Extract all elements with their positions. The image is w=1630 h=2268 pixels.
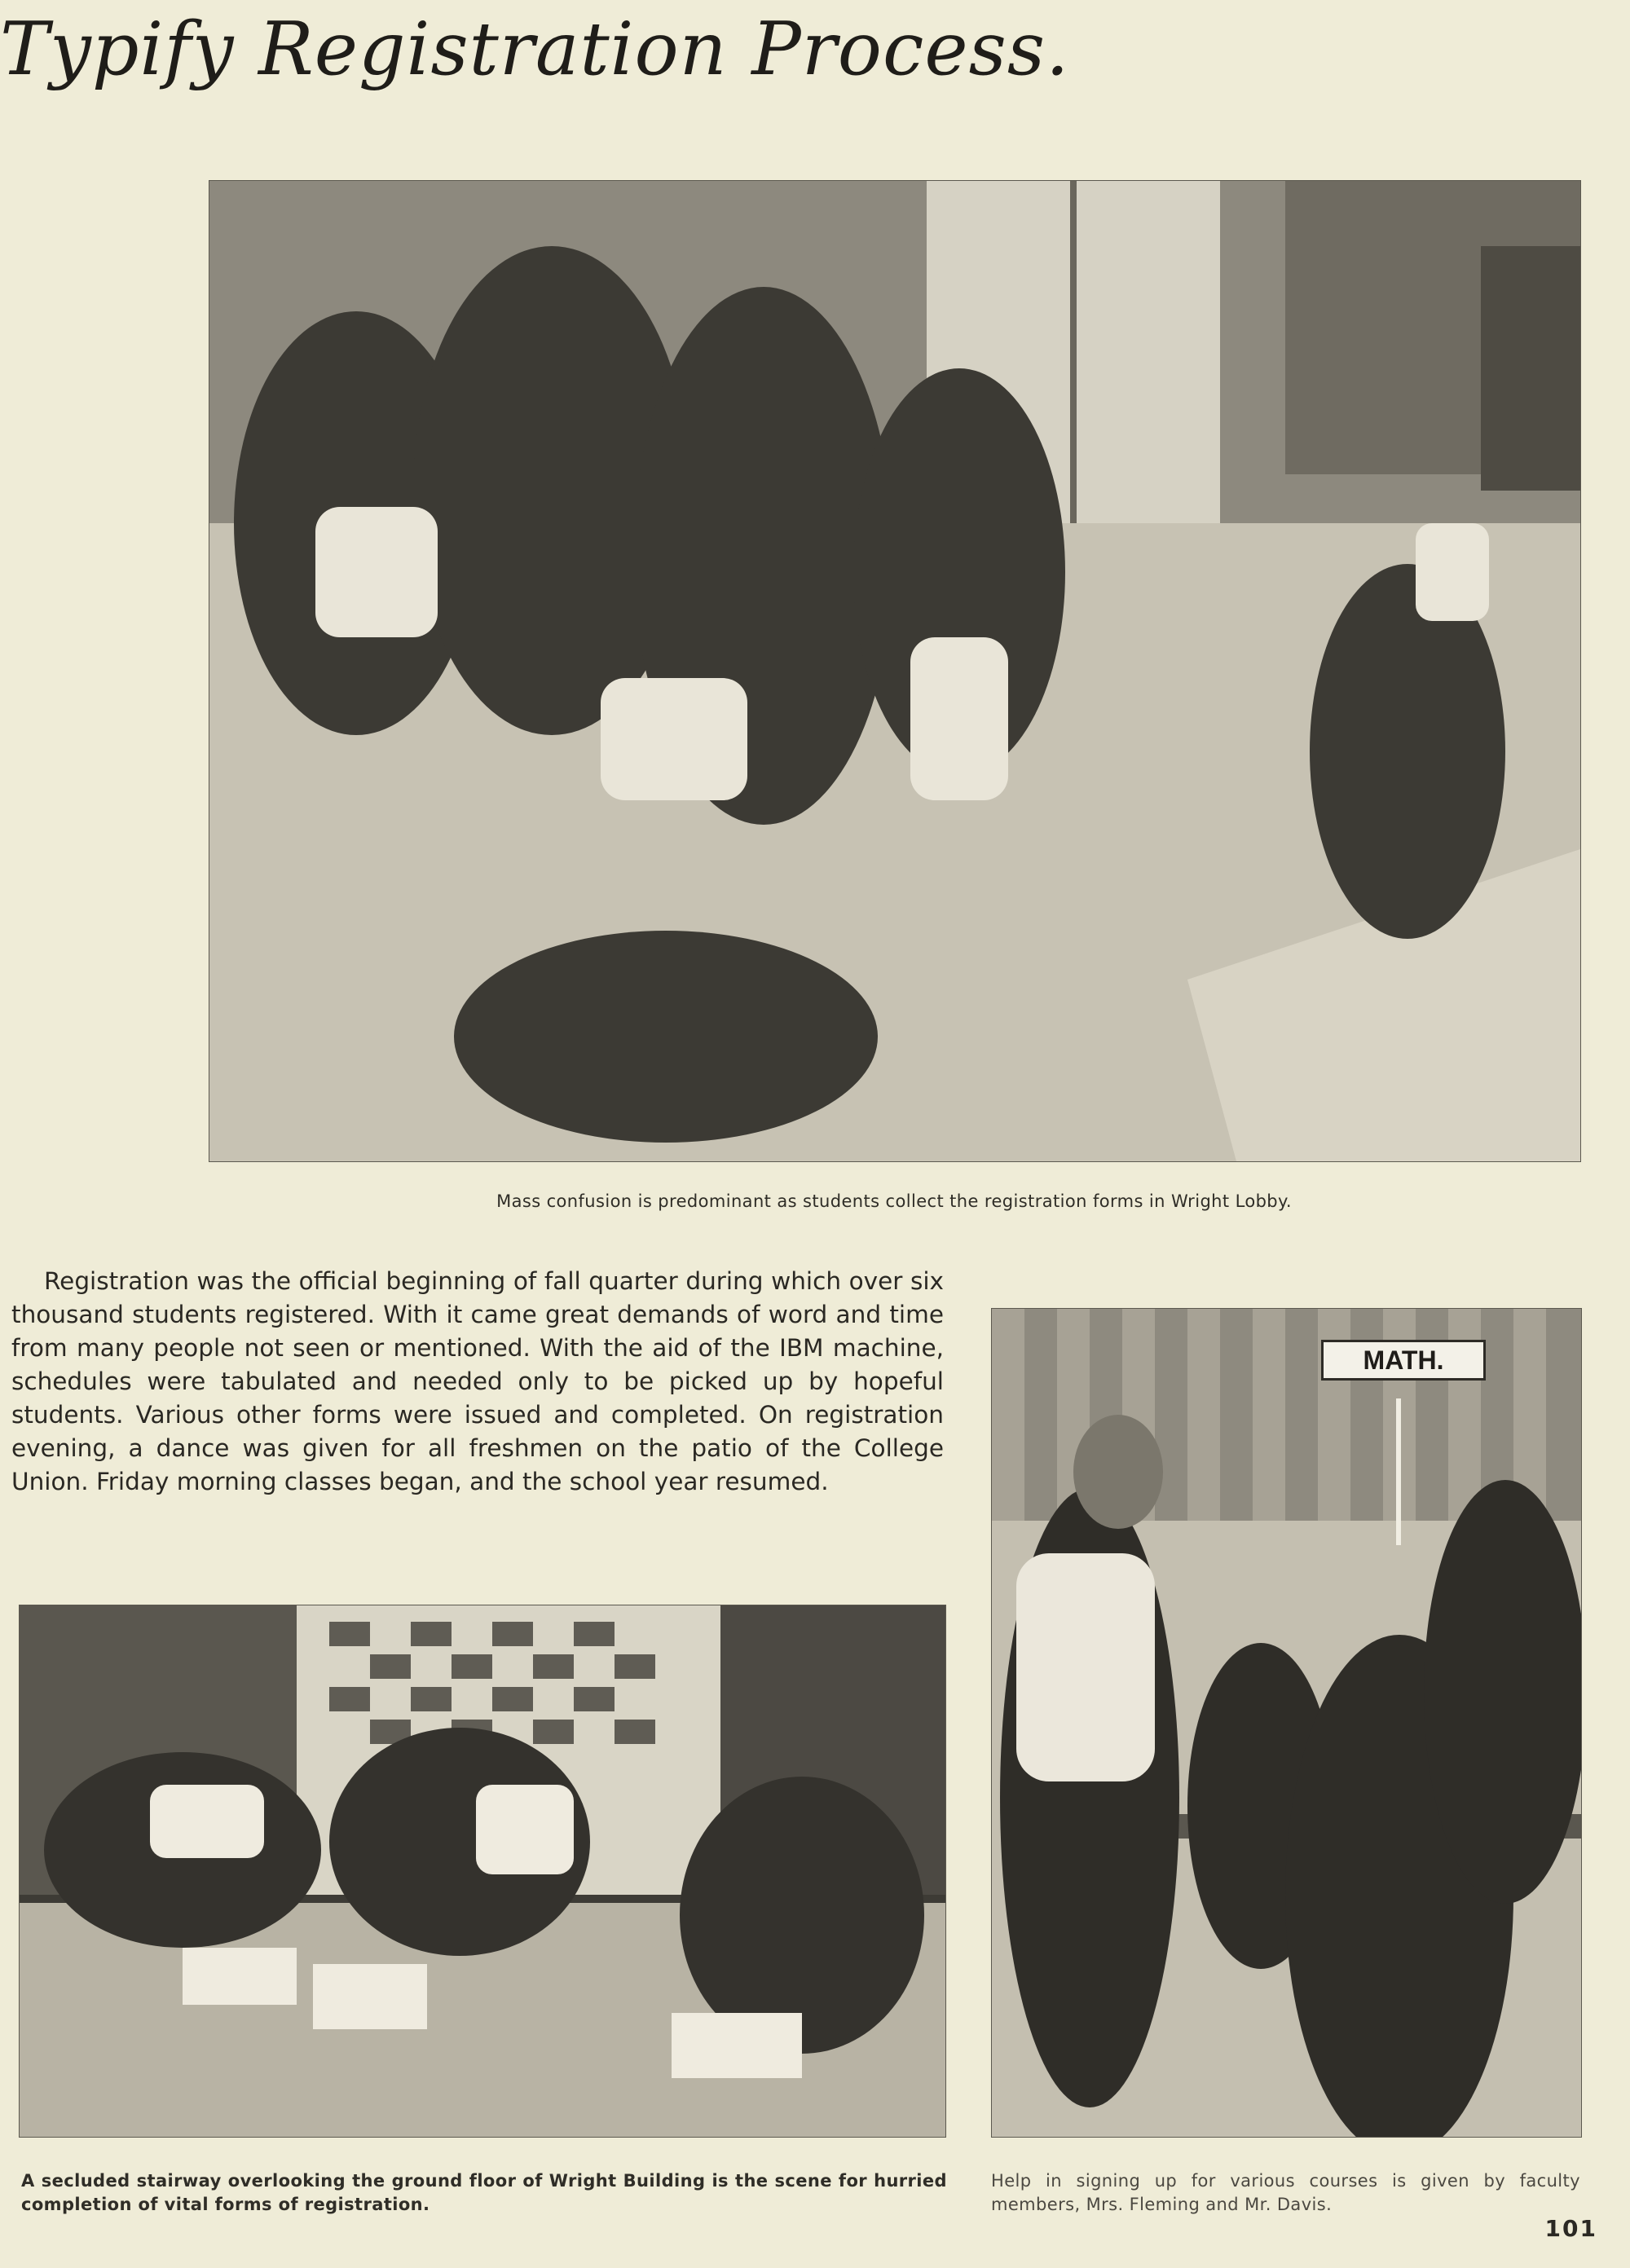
lobby-photo-illustration	[209, 181, 1580, 1161]
lobby-photo-caption: Mass confusion is predominant as students collect the registration forms in Wright Lobby.	[496, 1191, 1292, 1211]
math-table-photo-illustration	[992, 1309, 1581, 2137]
math-table-photo	[991, 1308, 1582, 2138]
stairway-photo	[19, 1605, 946, 2138]
article-text: Registration was the official beginning of fall quarter during which over six thousand students registered. With it came great demands of word and time from many people not seen or mentioned. With the aid of the IBM machine, schedules were tabulated and needed only to be picked up by hopeful students. Various other forms were issued and completed. On registration evening, a dance was given for all freshmen on the patio of the College Union. Friday morning classes began, and the school year resumed.	[11, 1267, 944, 1495]
lobby-photo	[209, 180, 1581, 1162]
page-number: 101	[1544, 2215, 1597, 2242]
math-table-photo-caption: Help in signing up for various courses is given by faculty members, Mrs. Fleming and Mr. Davis.	[991, 2171, 1580, 2214]
page-title: Typify Registration Process.	[0, 7, 1070, 92]
stairway-photo-illustration	[20, 1605, 945, 2137]
math-sign: MATH.	[1321, 1340, 1486, 1381]
stairway-photo-caption: A secluded stairway overlooking the ground floor of Wright Building is the scene for hurried completion of vital forms of registration.	[21, 2171, 947, 2214]
